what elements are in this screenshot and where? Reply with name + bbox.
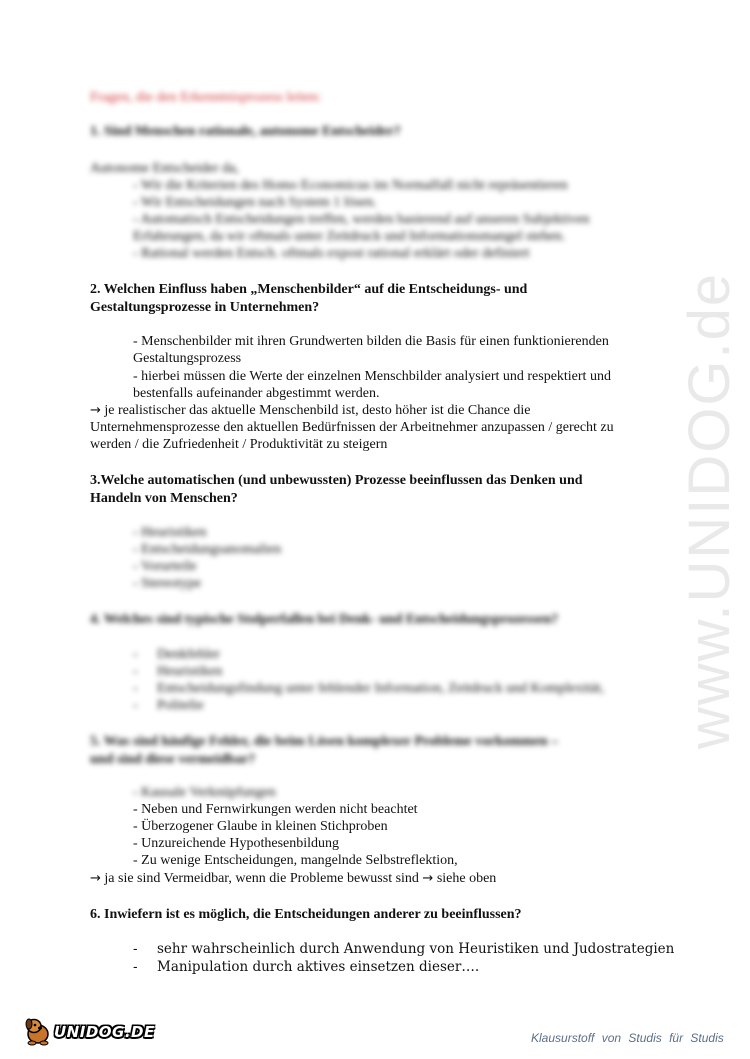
list-item: - Zu wenige Entscheidungen, mangelnde Selbstreflektion, bbox=[133, 853, 458, 868]
watermark-text: www.UNIDOG.de bbox=[677, 271, 743, 749]
arrow-right-icon: → bbox=[90, 403, 101, 418]
question-6-title: 6. Inwiefern ist es möglich, die Entscheidungen anderer zu beeinflussen? bbox=[90, 907, 522, 922]
conclusion-text: je realistischer das aktuelle Menschenbild ist, desto höher ist die Chance die bbox=[100, 403, 531, 418]
conclusion-text: ja sie sind Vermeidbar, wenn die Probleme bewusst sind bbox=[100, 871, 423, 886]
list-item: - hierbei müssen die Werte der einzelnen Menschbilder analysiert und respektiert und bbox=[133, 369, 611, 384]
question-5-conclusion bbox=[90, 870, 496, 888]
section-header: Fragen, die den Erkenntnisprozess leiten: bbox=[90, 90, 322, 105]
footer-tagline: Klausurstoff von Studis für Studis bbox=[531, 1031, 724, 1045]
list-item: Erfahrungen, da wir oftmals unter Zeitdruck und Informationsmangel stehen. bbox=[133, 229, 566, 244]
conclusion-text: siehe oben bbox=[433, 871, 497, 886]
list-item: - Entscheidungsanomalien bbox=[133, 542, 282, 557]
list-item: - Rational werden Entsch. oftmals expost rational erklärt oder definiert bbox=[133, 246, 530, 261]
list-item: - Menschenbilder mit ihren Grundwerten bilden die Basis für einen funktionierenden bbox=[133, 334, 609, 349]
watermark bbox=[660, 271, 750, 749]
list-item: - Stereotype bbox=[133, 576, 202, 591]
question-2-title-line-1: 2. Welchen Einfluss haben „Menschenbilder“ auf die Entscheidungs- und bbox=[90, 282, 528, 297]
question-3-title-line-2: Handeln von Menschen? bbox=[90, 491, 238, 506]
list-item: - Manipulation durch aktives einsetzen dieser…. bbox=[133, 959, 480, 975]
list-item: - Unzureichende Hypothesenbildung bbox=[133, 836, 340, 851]
list-item: - Denkfehler bbox=[133, 647, 220, 662]
question-1-intro: Autonome Entscheider da, bbox=[90, 161, 239, 176]
list-item: - Wir die Kriterien des Homo Economicus im Normalfall nicht repräsentieren bbox=[133, 178, 568, 193]
question-5-title-line-2: und sind diese vermeidbar? bbox=[90, 752, 256, 767]
list-item: - Politelie bbox=[133, 698, 204, 713]
logo-text: UNIDOG.DE bbox=[54, 1023, 155, 1041]
list-item: - Wir Entscheidungen nach System 1 lösen. bbox=[133, 195, 377, 210]
question-2-conclusion-line-1 bbox=[90, 402, 531, 420]
dog-mascot-icon bbox=[20, 1012, 56, 1048]
list-item: - Heuristiken bbox=[133, 664, 223, 679]
question-4-title: 4. Welches sind typische Stolperfallen bei Denk- und Entscheidungsprozessen? bbox=[90, 612, 559, 627]
list-item: - Entscheidungsfindung unter fehlender Information, Zeitdruck und Komplexität, bbox=[133, 681, 605, 696]
list-item: bestenfalls aufeinander abgestimmt werden. bbox=[133, 386, 380, 401]
logo bbox=[20, 1012, 160, 1048]
list-item: - Überzogener Glaube in kleinen Stichproben bbox=[133, 819, 388, 834]
question-2-conclusion-line-3: werden / die Zufriedenheit / Produktivität zu steigern bbox=[90, 437, 388, 452]
list-item: - Vorurteile bbox=[133, 559, 197, 574]
list-item: - sehr wahrscheinlich durch Anwendung von Heuristiken und Judostrategien bbox=[133, 941, 675, 957]
question-5-title-line-1: 5. Was sind häufige Fehler, die beim Lösen komplexer Probleme vorkommen – bbox=[90, 734, 559, 749]
question-2-title-line-2: Gestaltungsprozesse in Unternehmen? bbox=[90, 300, 320, 315]
list-item: - Heuristiken bbox=[133, 525, 207, 540]
question-1-title: 1. Sind Menschen rationale, autonome Entscheider? bbox=[90, 124, 401, 139]
list-item: - Neben und Fernwirkungen werden nicht beachtet bbox=[133, 802, 418, 817]
arrow-right-icon: → bbox=[90, 871, 101, 886]
question-3-title-line-1: 3.Welche automatischen (und unbewussten) Prozesse beeinflussen das Denken und bbox=[90, 473, 583, 488]
question-1 bbox=[90, 123, 401, 141]
question-2-conclusion-line-2: Unternehmensprozesse den aktuellen Bedürfnissen der Arbeitnehmer anzupassen / gerecht zu bbox=[90, 420, 614, 435]
arrow-right-icon: → bbox=[422, 871, 434, 886]
list-item: - Automatisch Entscheidungen treffen, werden basierend auf unseren Subjektiven bbox=[133, 212, 590, 227]
list-item: - Kausale Verknüpfungen bbox=[133, 785, 276, 800]
list-item: Gestaltungsprozess bbox=[133, 351, 242, 366]
